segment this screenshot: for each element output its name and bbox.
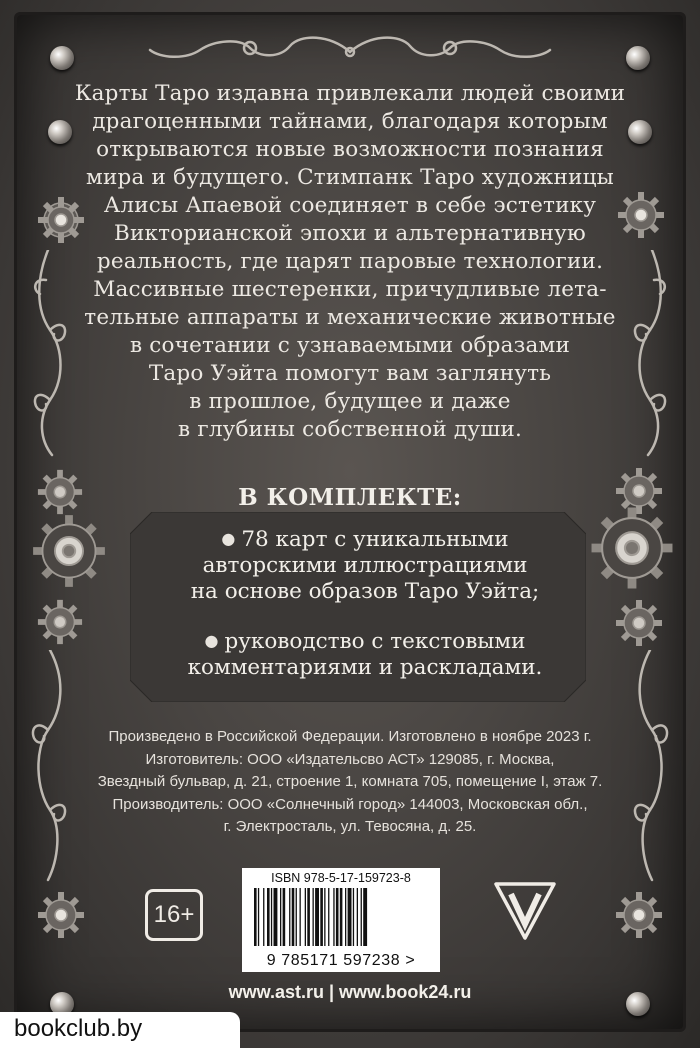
- barcode-bar: [345, 888, 346, 946]
- barcode-bar: [363, 888, 367, 946]
- isbn-barcode: [242, 868, 440, 972]
- set-item: [160, 628, 570, 681]
- legal-line: Изготовитель: ООО «Издательсво АСТ» 129085, г. Москва,: [145, 750, 555, 768]
- bullet-icon: ●: [221, 529, 236, 548]
- barcode-bar: [353, 888, 354, 946]
- description-line: открываются новые возможности познания: [96, 137, 604, 162]
- barcode-bar: [258, 888, 259, 946]
- bullet-icon: ●: [204, 631, 219, 650]
- right-scroll-ornament-icon: [624, 250, 674, 460]
- legal-line: Произведено в Российской Федерации. Изготовлено в ноябре 2023 г.: [108, 728, 592, 745]
- barcode-bar: [267, 888, 270, 946]
- rivet-icon: [628, 120, 652, 144]
- description-line: в глубины собственной души.: [178, 417, 522, 442]
- barcode-bar: [254, 888, 257, 946]
- barcode-bar: [361, 888, 362, 946]
- description-line: в прошлое, будущее и даже: [189, 389, 511, 414]
- gear-icon: [36, 890, 86, 940]
- description-line: реальность, где царят паровые технологии.: [96, 249, 604, 274]
- barcode-bar: [274, 888, 278, 946]
- description-text: [70, 80, 630, 444]
- gear-icon: [30, 512, 108, 590]
- set-item-text: 78 карт с уникальными: [241, 527, 509, 552]
- barcode-number: 9 785171 597238 >: [266, 952, 416, 969]
- set-contents-panel: [130, 512, 586, 702]
- barcode-bar: [336, 888, 339, 946]
- isbn-text: ISBN 978-5-17-159723-8: [271, 871, 411, 885]
- rivet-icon: [48, 120, 72, 144]
- barcode-icon: [252, 888, 430, 946]
- legal-line: Звездный бульвар, д. 21, строение 1, комната 705, помещение I, этаж 7.: [97, 773, 603, 790]
- set-item: [160, 526, 570, 605]
- legal-line: Производитель: ООО «Солнечный город» 144003, Московская обл.,: [112, 795, 588, 813]
- set-item-text: авторскими иллюстрациями: [202, 553, 528, 578]
- barcode-bar: [296, 888, 297, 946]
- barcode-bar: [340, 888, 343, 946]
- description-line: Викторианской эпохи и альтернативную: [114, 221, 586, 246]
- barcode-bar: [283, 888, 286, 946]
- barcode-bar: [320, 888, 323, 946]
- description-line: Алисы Апаевой соединяет в себе эстетику: [103, 193, 597, 218]
- barcode-bar: [305, 888, 306, 946]
- gear-icon: [36, 598, 84, 646]
- barcode-bar: [328, 888, 329, 946]
- barcode-bar: [357, 888, 358, 946]
- barcode-bar: [324, 888, 325, 946]
- publisher-urls: www.ast.ru | www.book24.ru: [228, 982, 472, 1002]
- gear-icon: [614, 598, 664, 648]
- description-line: Таро Уэйта помогут вам заглянуть: [148, 361, 552, 386]
- set-item-text: на основе образов Таро Уэйта;: [190, 579, 540, 604]
- description-line: в сочетании с узнаваемыми образами: [129, 333, 571, 358]
- barcode-bar: [313, 888, 314, 946]
- barcode-bar: [300, 888, 301, 946]
- gear-icon: [614, 890, 664, 940]
- barcode-bar: [280, 888, 281, 946]
- barcode-bar: [292, 888, 295, 946]
- rivet-icon: [50, 46, 74, 70]
- legal-line: г. Электросталь, ул. Тевосяна, д. 25.: [223, 818, 477, 835]
- description-line: Массивные шестеренки, причудливые лета-: [93, 277, 607, 302]
- left-scroll-ornament-icon: [26, 250, 76, 460]
- age-rating-badge: 16+: [145, 889, 203, 941]
- barcode-bar: [348, 888, 352, 946]
- gear-icon: [588, 504, 676, 592]
- top-ornament-icon: [130, 30, 570, 70]
- set-item-text: комментариями и раскладами.: [187, 655, 543, 680]
- description-line: Карты Таро издавна привлекали людей своими: [74, 81, 626, 106]
- description-line: драгоценными тайнами, благодаря которым: [92, 109, 608, 134]
- barcode-bar: [271, 888, 272, 946]
- description-line: тельные аппараты и механические животные: [84, 305, 616, 330]
- description-line: мира и будущего. Стимпанк Таро художницы: [86, 165, 614, 190]
- rivet-icon: [626, 46, 650, 70]
- barcode-bar: [315, 888, 319, 946]
- watermark-text: bookclub.by: [14, 1015, 143, 1042]
- set-item-text: руководство с текстовыми: [224, 629, 526, 654]
- barcode-bar: [289, 888, 290, 946]
- set-contents-heading: В КОМПЛЕКТЕ:: [238, 484, 462, 511]
- v-triangle-logo-icon: [492, 880, 558, 942]
- barcode-bar: [333, 888, 334, 946]
- barcode-bar: [263, 888, 264, 946]
- barcode-bar: [307, 888, 310, 946]
- watermark-label: [0, 1012, 240, 1048]
- manufacturer-info: [40, 726, 660, 839]
